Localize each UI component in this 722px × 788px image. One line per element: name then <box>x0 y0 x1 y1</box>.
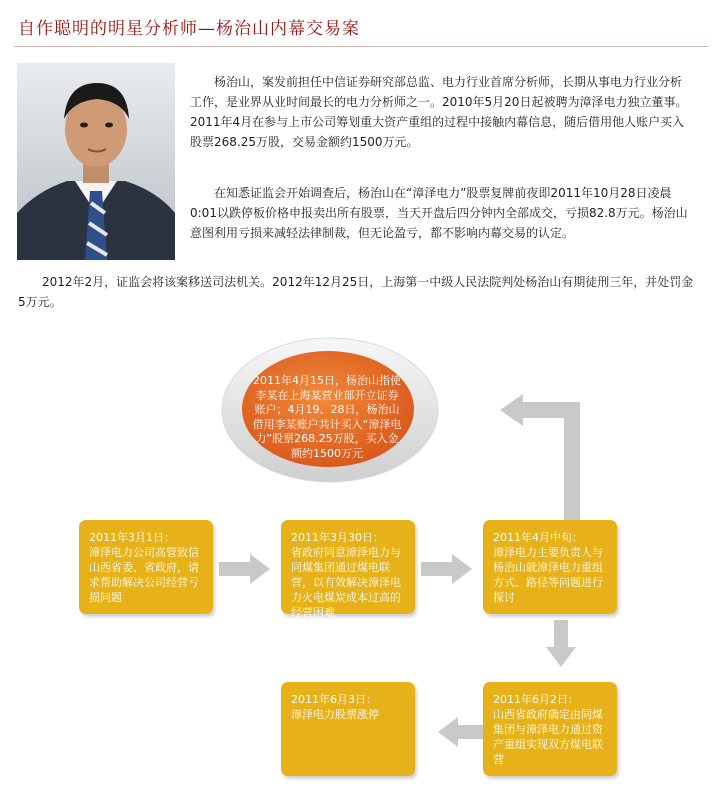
bio-paragraph: 杨治山，案发前担任中信证券研究部总监、电力行业首席分析师，长期从事电力行业分析工作，是业界从业时间最长的电力分析师之一。2010年5月20日起被聘为漳泽电力独立董事。2011年4月在参与上市公司筹划重大资产重组的过程中接触内幕信息，随后借用他人账户买入股票268.25万股，交易金额约1500万元。 <box>190 75 688 149</box>
box-text: 山西省政府确定由同煤集团与漳泽电力通过资产重组实现双方煤电联营 <box>493 708 603 766</box>
box-date: 2011年6月3日： <box>291 693 377 706</box>
return-arrowhead-icon <box>500 394 523 426</box>
investigation-paragraph: 在知悉证监会开始调查后，杨治山在“漳泽电力”股票复牌前夜即2011年10月28日凌晨0:01以跌停板价格申报卖出所有股票，当天开盘后四分钟内全部成交，亏损82.8万元。杨治山意图利用亏损来减轻法律制裁，但无论盈亏，都不影响内幕交易的认定。 <box>190 186 688 240</box>
box-date: 2011年4月中旬： <box>493 531 583 544</box>
box-text: 省政府同意漳泽电力与同煤集团通过煤电联营，以有效解决漳泽电力火电煤炭成本过高的经营困难 <box>291 546 401 619</box>
timeline-box-mid-april <box>483 520 617 614</box>
timeline-box-march-30 <box>281 520 415 619</box>
portrait-photo <box>17 63 175 260</box>
box-date: 2011年3月30日： <box>291 531 384 544</box>
return-arrow-icon <box>520 410 572 520</box>
timeline-box-march-1 <box>79 520 213 614</box>
oval-event-text: 2011年4月15日，杨治山指使李某在上海某营业部开立证券账户；4月19、28日，杨治山借用李某账户共计买入“漳泽电力”股票268.25万股，买入金额约1500万元 <box>252 374 402 460</box>
box-date: 2011年3月1日： <box>89 531 175 544</box>
title-divider <box>14 46 708 47</box>
box-date: 2011年6月2日： <box>493 693 579 706</box>
timeline-diagram <box>0 330 722 788</box>
arrow-right-icon <box>219 554 270 584</box>
box-text: 漳泽电力公司高管致信山西省委、省政府，请求帮助解决公司经营亏损问题 <box>89 546 199 604</box>
verdict-paragraph: 2012年2月，证监会将该案移送司法机关。2012年12月25日，上海第一中级人民法院判处杨治山有期徒刑三年，并处罚金5万元。 <box>18 275 694 309</box>
box-text: 漳泽电力主要负责人与杨治山就漳泽电力重组方式、路径等问题进行探讨 <box>493 546 603 604</box>
timeline-box-june-2 <box>483 682 617 776</box>
article-title: 自作聪明的明星分析师—杨治山内幕交易案 <box>18 19 360 39</box>
arrow-right-icon <box>421 554 472 584</box>
box-text: 漳泽电力股票涨停 <box>291 708 379 721</box>
arrow-left-icon <box>438 717 486 747</box>
arrow-down-icon <box>546 620 576 667</box>
timeline-box-june-3 <box>281 682 415 776</box>
